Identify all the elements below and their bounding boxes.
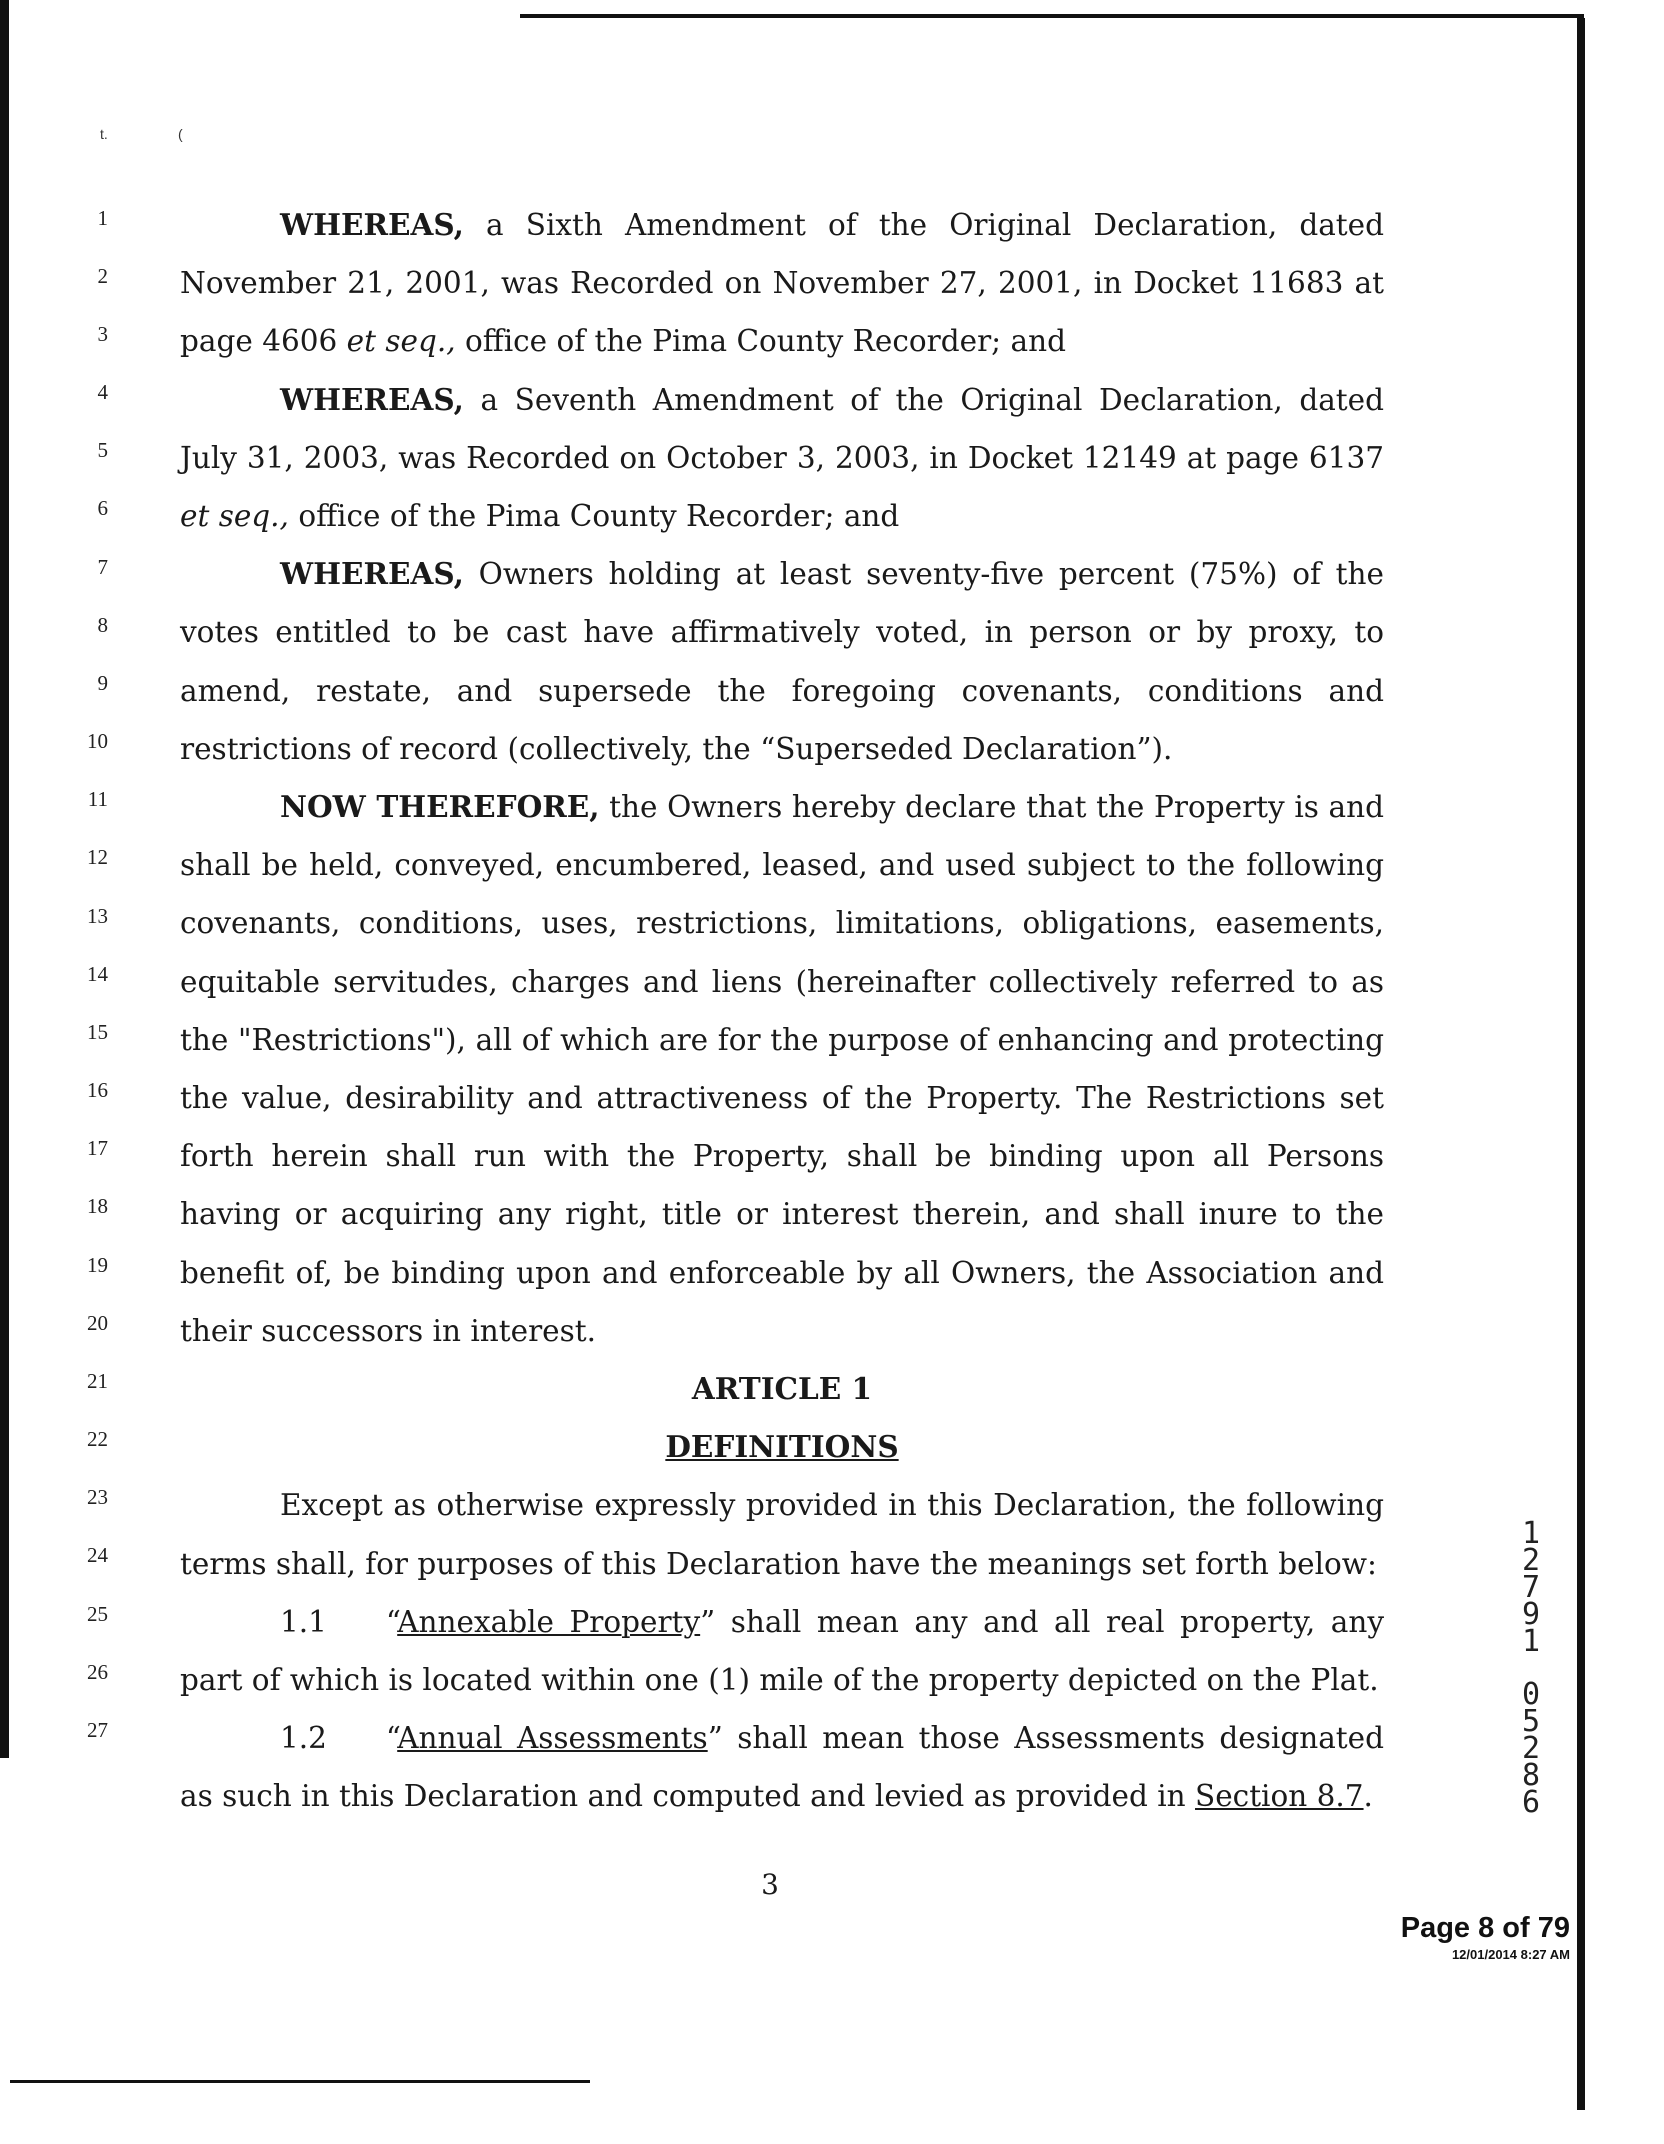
recording-digit: 0	[1521, 1677, 1541, 1712]
right-border	[1577, 18, 1585, 2110]
recording-digit: 5	[1521, 1704, 1541, 1739]
whereas-paragraph	[180, 196, 1384, 371]
line-number: 23	[87, 1485, 108, 1509]
recording-digit: 1	[1521, 1624, 1541, 1659]
line-number: 10	[87, 729, 108, 753]
recording-digit: 6	[1521, 1785, 1541, 1820]
definition-text: shall mean those Assessments designated as such in this Declaration and computed and levied as provided in	[180, 1721, 1384, 1814]
whereas-paragraph	[180, 545, 1384, 778]
line-number: 21	[87, 1369, 108, 1393]
para-italic: et seq.,	[346, 324, 456, 359]
section-reference: Section 8.7	[1195, 1779, 1364, 1814]
para-tail: office of the Pima County Recorder; and	[288, 499, 900, 534]
article-title	[180, 1418, 1384, 1476]
para-text: the Owners hereby declare that the Property is and shall be held, conveyed, encumbered, leased, and used subject to the following covenants, conditions, uses, restrictions, limitations, obligations, easements, equitable servitudes, charges and liens (hereinafter collectively referred to as the "Restrictions"), all of which are for the purpose of enhancing and protecting the value, desirability and attractiveness of the Property. The Restrictions set forth herein shall run with the Property, shall be binding upon all Persons having or acquiring any right, title or interest therein, and shall inure to the benefit of, be binding upon and enforceable by all Owners, the Association and their successors in interest.	[180, 790, 1384, 1348]
definition-text: shall mean any and all real property, any part of which is located within one (1) mile of the property depicted on the Plat.	[180, 1604, 1384, 1698]
quote-mark: ”	[707, 1721, 723, 1756]
stamp-page-count: Page 8 of 79	[1400, 1912, 1570, 1944]
definition-tail: .	[1363, 1779, 1373, 1814]
definition-item	[180, 1593, 1384, 1709]
definition-number: 1.1	[280, 1604, 327, 1639]
line-number: 18	[87, 1194, 108, 1218]
line-number: 1	[97, 206, 108, 230]
line-number: 20	[87, 1311, 108, 1335]
para-italic: et seq.,	[180, 499, 289, 534]
line-number: 8	[97, 613, 108, 637]
top-rule	[520, 14, 1584, 18]
article-title-text: DEFINITIONS	[665, 1429, 899, 1465]
para-tail: office of the Pima County Recorder; and	[455, 324, 1066, 359]
line-number: 11	[87, 787, 108, 811]
recording-digit: 9	[1521, 1597, 1541, 1632]
para-lead: WHEREAS,	[280, 207, 464, 242]
para-lead: NOW THEREFORE,	[280, 789, 600, 825]
quote-mark: ”	[700, 1604, 716, 1639]
line-number: 25	[87, 1602, 108, 1626]
line-number: 16	[87, 1078, 108, 1102]
article-heading: ARTICLE 1	[691, 1371, 873, 1407]
line-number: 14	[87, 962, 108, 986]
line-number: 5	[97, 438, 108, 462]
whereas-paragraph	[180, 371, 1384, 546]
definition-term: Annual Assessments	[397, 1721, 708, 1756]
line-number: 22	[87, 1427, 108, 1451]
corner-mark: (	[178, 126, 183, 142]
document-body	[180, 196, 1384, 1826]
recording-digit: 7	[1521, 1570, 1541, 1605]
line-number: 27	[87, 1718, 108, 1742]
bottom-rule	[10, 2080, 590, 2083]
recording-number	[1516, 1516, 1546, 1820]
left-border	[0, 0, 9, 1758]
now-therefore-paragraph	[180, 778, 1384, 1360]
para-text: Owners holding at least seventy-five percent (75%) of the votes entitled to be cast have affirmatively voted, in person or by proxy, to amend, restate, and supersede the foregoing covenants, conditions and restrictions of record (collectively, the “Superseded Declaration”).	[180, 557, 1384, 766]
recording-digit: 2	[1521, 1543, 1541, 1578]
quote-mark: “	[385, 1721, 398, 1756]
line-number: 3	[97, 322, 108, 346]
line-number: 19	[87, 1253, 108, 1277]
line-number: 7	[97, 555, 108, 579]
definition-number: 1.2	[280, 1721, 327, 1756]
para-text: a Sixth Amendment of the Original Declaration, dated November 21, 2001, was Recorded on November 27, 2001, in Docket 11683 at page 4606	[180, 208, 1384, 359]
line-number: 17	[87, 1136, 108, 1160]
recorder-stamp	[1300, 1912, 1570, 1962]
line-number: 15	[87, 1020, 108, 1044]
para-lead: WHEREAS,	[280, 381, 464, 417]
line-number: 9	[97, 671, 108, 695]
page-folio: 3	[761, 1868, 779, 1901]
corner-mark: t.	[100, 126, 108, 142]
line-number: 24	[87, 1543, 108, 1567]
line-number: 12	[87, 845, 108, 869]
line-number: 6	[97, 496, 108, 520]
recording-digit: 1	[1521, 1516, 1541, 1551]
line-number: 26	[87, 1660, 108, 1684]
para-text: a Seventh Amendment of the Original Declaration, dated July 31, 2003, was Recorded on October 3, 2003, in Docket 12149 at page 6137	[180, 382, 1384, 475]
definition-item	[180, 1709, 1384, 1825]
recording-digit: 8	[1521, 1758, 1541, 1793]
line-number: 13	[87, 904, 108, 928]
line-number: 2	[97, 264, 108, 288]
stamp-timestamp: 12/01/2014 8:27 AM	[1451, 1947, 1570, 1962]
para-lead: WHEREAS,	[280, 556, 464, 592]
recording-digit: 2	[1521, 1731, 1541, 1766]
definition-term: Annexable Property	[397, 1604, 701, 1639]
quote-mark: “	[385, 1604, 398, 1639]
intro-paragraph: Except as otherwise expressly provided in this Declaration, the following terms shall, for purposes of this Declaration have the meanings set forth below:	[180, 1488, 1384, 1581]
line-number: 4	[97, 380, 108, 404]
